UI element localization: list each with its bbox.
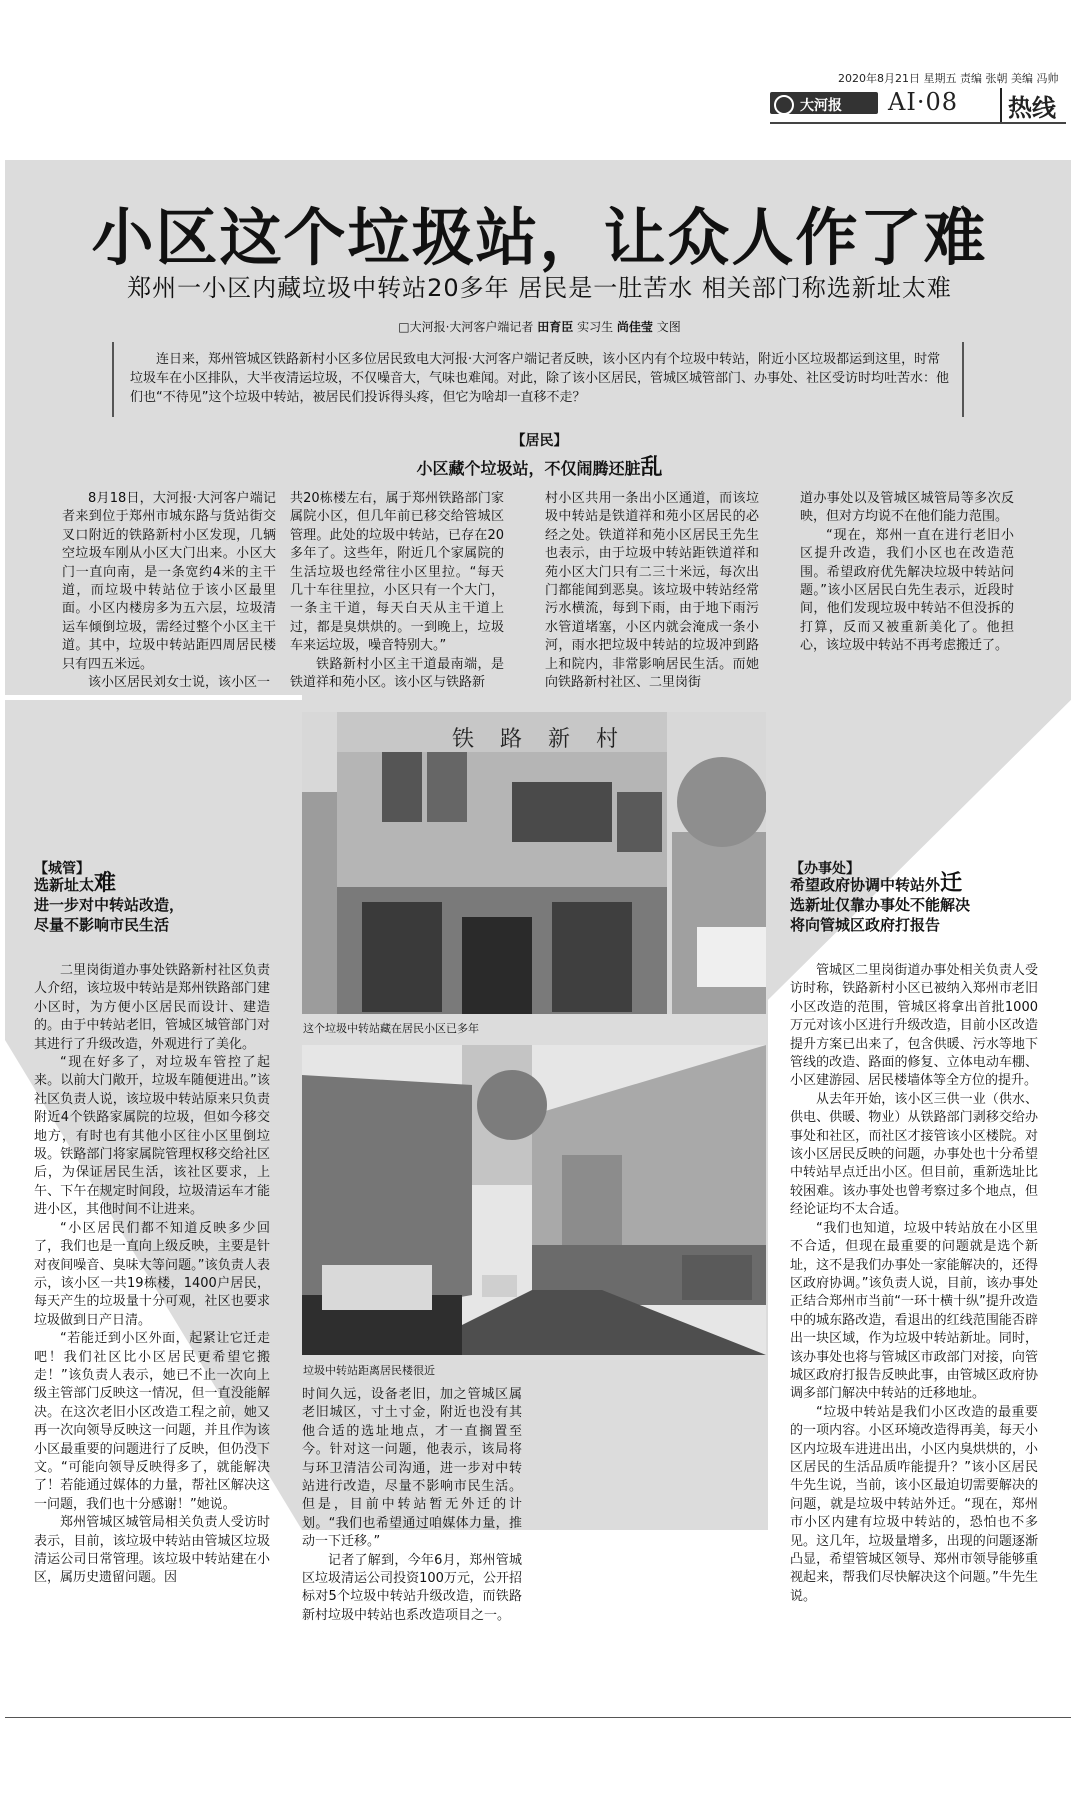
residents-headline-text: 小区藏个垃圾站，不仅闹腾还脏 xyxy=(416,459,641,478)
header-date-line: 2020年8月21日 星期五 责编 张朝 美编 冯帅 xyxy=(838,72,1059,85)
byline-suffix: 文图 xyxy=(656,320,681,334)
top-column-4 xyxy=(800,490,1014,656)
photo-caption-1: 这个垃圾中转站藏在居民小区已多年 xyxy=(303,1022,479,1035)
photo-building-sign: 铁路新村 xyxy=(452,727,645,752)
chengguan-headline-big: 难 xyxy=(94,871,117,896)
left-mid-fill xyxy=(5,695,302,700)
paragraph: 记者了解到，今年6月，郑州管城区垃圾清运公司投资100万元，公开招标对5个垃圾中转站升级改造，而铁路新村垃圾中转站也系改造项目之一。 xyxy=(302,1552,522,1623)
office-headline-1: 希望政府协调中转站外 xyxy=(790,876,941,894)
photo-station-near-buildings-drawing xyxy=(302,1045,766,1355)
paragraph: “现在好多了，对垃圾车管控了起来。以前大门敞开，垃圾车随便进出。”该社区负责人说，该垃圾中转站原来只负责附近4个铁路家属院的垃圾，但如今移交地方，有时也有其他小区往小区里倒垃圾。铁路部门将家属院管理权移交给社区后，为保证居民生活，该社区要求，上午、下午在规定时间段，垃圾清运车才能进小区，其他时间不让进来。 xyxy=(34,1055,270,1218)
photo-transfer-station-drawing xyxy=(302,712,766,1014)
chengguan-headline-3: 尽量不影响市民生活 xyxy=(34,916,170,934)
byline-prefix: □大河报·大河客户端记者 xyxy=(398,320,534,334)
paragraph: 村小区共用一条出小区通道，而该垃圾中转站是铁道祥和苑小区居民的必经之处。铁道祥和苑小区居民王先生也表示，由于垃圾中转站距铁道祥和苑小区大门只有二三十米远，每次出门都能闻到恶臭。该垃圾中转站经常污水横流，每到下雨，由于地下雨污水管道堵塞，小区内就会淹成一条小河，雨水把垃圾中转站的垃圾冲到路上和院内，非常影响居民生活。而她向铁路新村社区、二里岗街 xyxy=(545,491,759,691)
paragraph: 道办事处以及管城区城管局等多次反映，但对方均说不在他们能力范围。 xyxy=(800,491,1014,525)
paragraph: 管城区二里岗街道办事处相关负责人受访时称，铁路新村小区已被纳入郑州市老旧小区改造的范围，管城区将拿出首批1000万元对该小区进行升级改造，目前小区改造提升方案已出来了，包含供暖、污水等地下管线的改造、路面的修复、立体电动车棚、小区建游园、居民楼墙体等全方位的提升。 xyxy=(790,963,1038,1089)
article-title: 小区这个垃圾站，让众人作了难 xyxy=(91,201,988,274)
paragraph: 该小区居民刘女士说，该小区一 xyxy=(88,675,271,691)
photo-transfer-station xyxy=(302,712,766,1014)
middle-column xyxy=(302,1386,522,1625)
chengguan-column xyxy=(34,962,270,1588)
paragraph: 共20栋楼左右，属于郑州铁路部门家属院小区，但几年前已移交给管城区管理。此处的垃圾中转站，已存在20多年了。这些年，附近几个家属院的生活垃圾也经常往小区里拉。“每天几十车往里拉，小区只有一个大门，一条主干道，每天白天从主干道上过，都是臭烘烘的。一到晚上，垃圾车来运垃圾，噪音特别大。” xyxy=(290,491,504,654)
office-tag: 【办事处】 xyxy=(790,861,860,877)
office-headline-2: 选新址仅靠办事处不能解决 xyxy=(790,896,971,914)
article-subtitle: 郑州一小区内藏垃圾中转站20多年 居民是一肚苦水 相关部门称选新址太难 xyxy=(127,274,952,302)
byline-reporter: 田育臣 xyxy=(537,320,574,334)
paragraph: 时间久远，设备老旧，加之管城区属老旧城区，寸土寸金，附近也没有其他合适的选址地点，才一直搁置至今。针对这一问题，他表示，该局将与环卫清洁公司沟通，进一步对中转站进行改造，尽量不影响市民生活。但是，目前中转站暂无外迁的计划。“我们也希望通过咱媒体力量，推动一下迁移。” xyxy=(302,1387,522,1550)
paragraph: 铁路新村小区主干道最南端，是铁道祥和苑小区。该小区与铁路新 xyxy=(290,656,504,691)
top-column-1 xyxy=(62,490,276,692)
residents-headline xyxy=(0,450,1079,481)
office-headline-big: 迁 xyxy=(940,871,963,896)
paragraph: “现在，郑州一直在进行老旧小区提升改造，我们小区也在改造范围。希望政府优先解决垃圾中转站问题。”该小区居民白先生表示，近段时间，他们发现垃圾中转站不但没拆的打算，反而又被重新美化了。他担心，该垃圾中转站不再考虑搬迁了。 xyxy=(800,527,1014,654)
bottom-rule xyxy=(5,1717,1071,1718)
page-number: AI·08 xyxy=(888,88,958,116)
byline xyxy=(0,318,1079,335)
newspaper-logo xyxy=(770,92,878,114)
paragraph: “垃圾中转站是我们小区改造的最重要的一项内容。小区环境改造得再美，每天小区内垃圾车进进出出，小区内臭烘烘的，小区居民的生活品质咋能提升？”该小区居民牛先生说，当前，该小区最迫切需要解决的问题，就是垃圾中转站外迁。“现在，郑州市小区内建有垃圾中转站的，恐怕也不多见。这几年，垃圾量增多，出现的问题逐渐凸显，希望管城区领导、郑州市领导能够重视起来，帮我们尽快解决这个问题。”牛先生说。 xyxy=(790,1404,1038,1604)
lead-paragraph: 连日来，郑州管城区铁路新村小区多位居民致电大河报·大河客户端记者反映，该小区内有个垃圾中转站，附近小区垃圾都运到这里，时常垃圾车在小区排队，大半夜清运垃圾，不仅噪音大，气味也难闻。对此，除了该小区居民，管城区城管部门、办事处、社区受访时均吐苦水：他们也“不待见”这个垃圾中转站，被居民们投诉得头疼，但它为啥却一直移不走？ xyxy=(130,352,950,405)
residents-tag: 【居民】 xyxy=(511,433,568,449)
logo-swirl-icon xyxy=(774,95,794,115)
logo-text: 大河报 xyxy=(800,98,842,114)
byline-intern: 尚佳莹 xyxy=(616,320,653,334)
paragraph: “小区居民们都不知道反映多少回了，我们也是一直向上级反映，主要是针对夜间噪音、臭味大等问题。”该负责人表示，该小区一共19栋楼，1400户居民，每天产生的垃圾量十分可观，社区也要求垃圾做到日产日清。 xyxy=(34,1220,270,1328)
paragraph: “我们也知道，垃圾中转站放在小区里不合适，但现在最重要的问题就是选个新址，这不是我们办事处一家能解决的，还得区政府协调。”该负责人说，目前，该办事处正结合郑州市当前“一环十横十纵”提升改造中的城东路改造，看退出的红线范围能否辟出一块区域，作为垃圾中转站新址。同时，该办事处也将与管城区市政部门对接，向管城区政府打报告反映此事，由管城区政府协调多部门解决中转站的迁移地址。 xyxy=(790,1220,1038,1402)
photo-caption-2: 垃圾中转站距离居民楼很近 xyxy=(303,1364,435,1377)
residents-headline-big: 乱 xyxy=(640,455,663,480)
chengguan-headline xyxy=(34,871,284,935)
office-headline xyxy=(790,871,1050,935)
paragraph: 郑州管城区城管局相关负责人受访时表示，目前，该垃圾中转站由管城区垃圾清运公司日常管理。该垃圾中转站建在小区，属历史遗留问题。因 xyxy=(34,1515,270,1586)
header-rule xyxy=(770,122,1066,124)
paragraph: 8月18日，大河报·大河客户端记者来到位于郑州市城东路与货站街交叉口附近的铁路新村小区发现，几辆空垃圾车刚从小区大门出来。小区大门一直向南，是一条宽约4米的主干道，而垃圾中转站位于该小区最里面。小区内楼房多为五六层，垃圾清运车倾倒垃圾，需经过整个小区主干道。其中，垃圾中转站距四周居民楼只有四五米远。 xyxy=(62,491,276,672)
office-column xyxy=(790,962,1038,1606)
top-column-2 xyxy=(290,490,504,692)
photo-station-near-buildings xyxy=(302,1045,766,1355)
chengguan-headline-1: 选新址太 xyxy=(34,876,95,894)
top-column-3 xyxy=(545,490,759,692)
office-headline-3: 将向管城区政府打报告 xyxy=(790,916,941,934)
paragraph: 二里岗街道办事处铁路新村社区负责人介绍，该垃圾中转站是郑州铁路部门建小区时，为方便小区居民而设计、建造的。由于中转站老旧，管城区城管部门对其进行了升级改造，外观进行了美化。 xyxy=(34,963,270,1052)
chengguan-headline-2: 进一步对中转站改造， xyxy=(34,896,185,914)
paragraph: “若能迁到小区外面，起紧让它迁走吧！我们社区比小区居民更希望它搬走！”该负责人表示，她已不止一次向上级主管部门反映这一情况，但一直没能解决。在这次老旧小区改造工程之前，她又再一次向领导反映这一问题，并且作为该小区最重要的问题进行了反映，但仍没下文。“可能向领导反映得多了，就能解决了！若能通过媒体的力量，帮社区解决这一问题，我们也十分感谢！”她说。 xyxy=(34,1331,270,1512)
paragraph: 从去年开始，该小区三供一业（供水、供电、供暖、物业）从铁路部门剥移交给办事处和社区，而社区才接管该小区楼院。对该小区居民反映的问题，办事处也十分希望中转站早点迁出小区。但目前，重新选址比较困难。该办事处也曾考察过多个地点，但经论证均不太合适。 xyxy=(790,1091,1038,1218)
section-name: 热线 xyxy=(1000,88,1056,123)
byline-mid: 实习生 xyxy=(577,320,614,334)
chengguan-tag: 【城管】 xyxy=(34,861,90,877)
